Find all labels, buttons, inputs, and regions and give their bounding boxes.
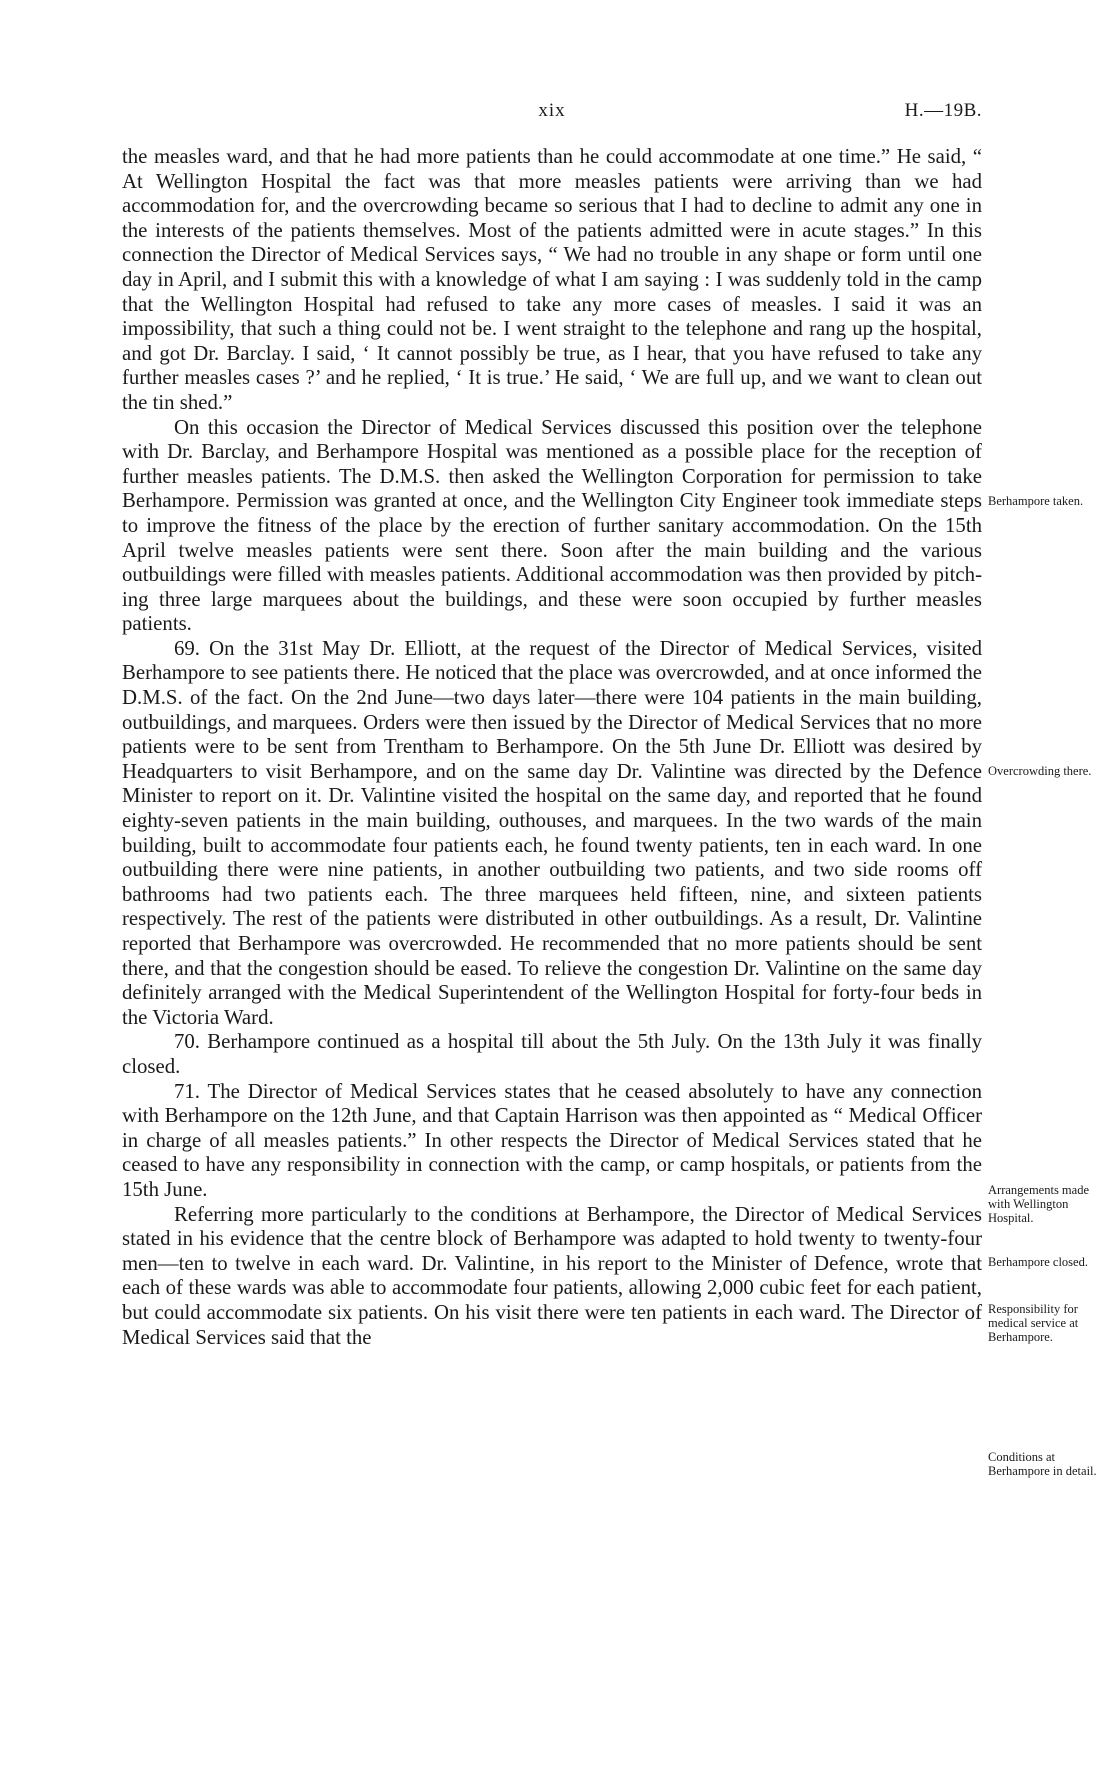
paragraph-69: 69. On the 31st May Dr. Elliott, at the request of the Director of Medical Services, visited Berhampore to see patients there. He noticed that the place was overcrowded, and at once informed the D.M.S. of the fact. On the 2nd June—two days later—there were 104 patients in the main building, outbuildings, and marquees. Orders were then issued by the Director of Medical Services that no more patients were to be sent from Trentham to Berhampore. On the 5th June Dr. Elliott was desired by Headquarters to visit Berhampore, and on the same day Dr. Valintine was directed by the Defence Minister to report on it. Dr. Valintine visited the hospital on the same day, and reported that he found eighty-seven patients in the main building, outhouses, and marquees. In the two wards of the main building, built to accommodate four patients each, he found twenty patients, ten in each ward. In one outbuilding there were nine patients, in another outbuilding two patients, and two side rooms off bathrooms had two patients each. The three marquees held fifteen, nine, and sixteen patients respectively. The rest of the patients were distributed in other outbuildings. As a result, Dr. Valintine reported that Berhampore was overcrowded. He recommended that no more patients should be sent there, and that the congestion should be eased. To relieve the congestion Dr. Valintine on the same day definitely arranged with the Medical Superintendent of the Wellington Hospital for forty-four beds in the Victoria Ward.	[122, 636, 982, 1029]
marginal-note-arrangements: Arrangements made with Wellington Hospital.	[988, 1183, 1090, 1225]
paragraph-continued: the measles ward, and that he had more patients than he could accommodate at one time.” He said, “ At Wellington Hospital the fact was that more measles patients were arriving than we had accommodation for, and the overcrowding became so serious that I had to decline to admit any one in the interests of the patients themselves. Most of the patients admitted were in acute stages.” In this connection the Director of Medical Services says, “ We had no trouble in any shape or form until one day in April, and I submit this with a knowledge of what I am saying : I was suddenly told in the camp that the Wellington Hospital had refused to take any more cases of measles. I said it was an impossibility, that such a thing could not be. I went straight to the telephone and rang up the hospital, and got Dr. Barclay. I said, ‘ It cannot possibly be true, as I hear, that you have refused to take any further measles cases ?’ and he replied, ‘ It is true.’ He said, ‘ We are full up, and we want to clean out the tin shed.”	[122, 145, 982, 414]
marginal-note-conditions: Conditions at Berhampore in detail.	[988, 1450, 1097, 1478]
page-number: xix	[538, 100, 566, 121]
marginal-note-responsibility: Responsibility for medical service at Berhampore.	[988, 1302, 1079, 1344]
paragraph-berhampore-taken: On this occasion the Director of Medical Services discussed this position over the telephone with Dr. Barclay, and Berhampore Hospital was mentioned as a possible place for the reception of further measles patients. The D.M.S. then asked the Wellington Corporation for permission to take Berhampore. Permission was granted at once, and the Wellington City Engineer took immediate steps to improve the fitness of the place by the erection of further sanitary accommodation. On the 15th April twelve measles patients were sent there. Soon after the main building and the various outbuildings were filled with measles patients. Additional accommodation was then provided by pitching three large marquees about the buildings, and these were soon occupied by further measles patients.	[122, 415, 982, 636]
marginal-note-overcrowding: Overcrowding there.	[988, 764, 1092, 778]
page-header	[122, 100, 982, 128]
marginal-note-closed: Berhampore closed.	[988, 1255, 1088, 1269]
document-reference: H.—19B.	[904, 100, 982, 121]
paragraph-70: 70. Berhampore continued as a hospital till about the 5th July. On the 13th July it was finally closed.	[122, 1030, 982, 1078]
marginal-note-berhampore-taken: Berhampore taken.	[988, 494, 1084, 508]
main-text	[122, 145, 982, 1350]
paragraph-71: 71. The Director of Medical Services states that he ceased absolutely to have any connection with Berhampore on the 12th June, and that Captain Harrison was then appointed as “ Medical Officer in charge of all measles patients.” In other respects the Director of Medical Services stated that he ceased to have any responsibility in connection with the camp, or camp hospitals, or patients from the 15th June.	[122, 1079, 982, 1201]
paragraph-conditions: Referring more particularly to the conditions at Berhampore, the Director of Medical Services stated in his evidence that the centre block of Berhampore was adapted to hold twenty to twenty-four men—ten to twelve in each ward. Dr. Valintine, in his report to the Minister of Defence, wrote that each of these wards was able to accommodate four patients, allowing 2,000 cubic feet for each patient, but could accommodate six patients. On his visit there were ten patients in each ward. The Director of Medical Services said that the	[122, 1202, 982, 1349]
